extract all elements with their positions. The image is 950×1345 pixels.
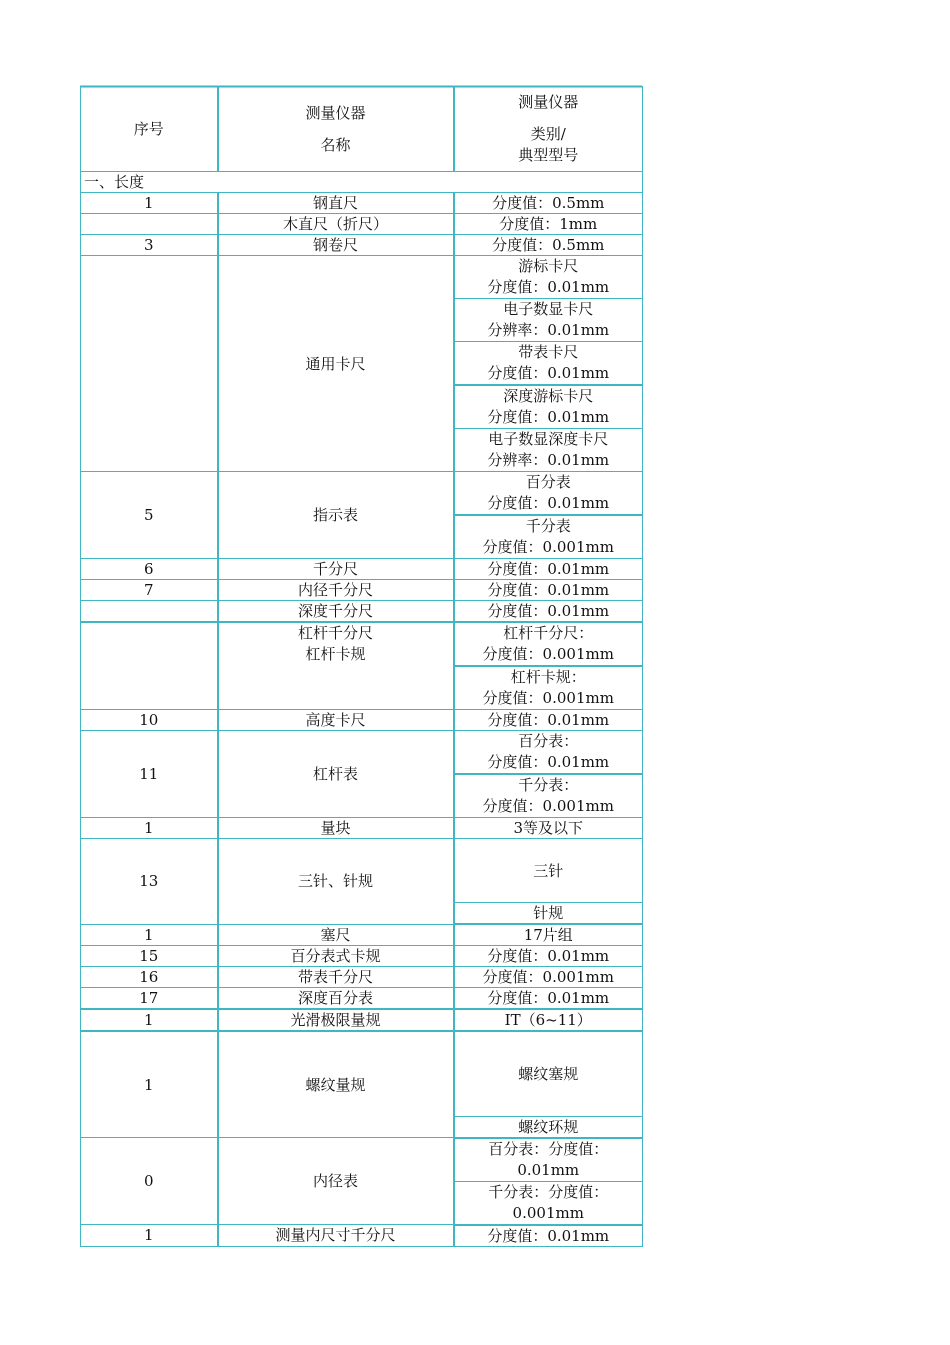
- spec-line: 百分表：分度值：: [488, 1139, 609, 1158]
- spec-line: 分度值：0.001mm: [482, 797, 614, 815]
- cell-spec: 分度值：0.5mm: [454, 235, 643, 256]
- spec-line: 百分表: [525, 473, 571, 491]
- cell-spec: [454, 429, 643, 472]
- cell-name: 指示表: [218, 472, 454, 559]
- section-row: [81, 172, 643, 193]
- section-title: 一、长度: [81, 172, 643, 193]
- table-row: [81, 946, 643, 967]
- header-type-line3: 典型型号: [518, 146, 579, 164]
- cell-name: 杠杆表: [218, 731, 454, 818]
- cell-spec: [454, 1138, 643, 1182]
- cell-name: 木直尺（折尺）: [218, 214, 454, 235]
- cell-name: [218, 622, 454, 710]
- cell-seq: 1: [81, 1225, 218, 1247]
- name-line: 杠杆卡规: [305, 645, 366, 663]
- cell-name: 深度百分表: [218, 988, 454, 1010]
- table-row: [81, 818, 643, 839]
- cell-spec: [454, 256, 643, 299]
- cell-name: 光滑极限量规: [218, 1009, 454, 1031]
- spec-line: 带表卡尺: [518, 343, 579, 361]
- cell-seq: 1: [81, 1031, 218, 1138]
- cell-spec: 分度值：0.01mm: [454, 559, 643, 580]
- cell-seq: [81, 214, 218, 235]
- cell-spec: 针规: [454, 903, 643, 925]
- spec-line: 电子数显深度卡尺: [488, 430, 609, 448]
- table-row: [81, 580, 643, 601]
- cell-spec: [454, 472, 643, 516]
- cell-seq: 10: [81, 710, 218, 731]
- cell-seq: 0: [81, 1138, 218, 1225]
- spec-line: 杠杆卡规：: [510, 668, 586, 686]
- cell-name: 带表千分尺: [218, 967, 454, 988]
- cell-seq: 15: [81, 946, 218, 967]
- table-row: [81, 1009, 643, 1031]
- spec-line: 游标卡尺: [518, 257, 579, 275]
- spec-line: 分辨率：0.01mm: [487, 321, 610, 339]
- spec-line: 分度值：0.001mm: [482, 645, 614, 663]
- cell-name: 量块: [218, 818, 454, 839]
- cell-name: 钢卷尺: [218, 235, 454, 256]
- spec-line: 分度值：0.01mm: [487, 753, 610, 771]
- table-row: [81, 193, 643, 214]
- cell-name: 塞尺: [218, 924, 454, 946]
- spec-line: 千分表: [525, 517, 571, 535]
- spec-line: 0.01mm: [517, 1160, 580, 1179]
- cell-spec: 螺纹塞规: [454, 1031, 643, 1116]
- cell-spec: 分度值：0.01mm: [454, 580, 643, 601]
- cell-spec: 17片组: [454, 924, 643, 946]
- header-name-line2: 名称: [320, 136, 351, 154]
- spec-line: 分度值：0.01mm: [487, 364, 610, 382]
- cell-spec: [454, 342, 643, 386]
- cell-name: 三针、针规: [218, 839, 454, 925]
- table-row: [81, 731, 643, 775]
- cell-spec: [454, 731, 643, 775]
- cell-seq: 7: [81, 580, 218, 601]
- header-name-line1: 测量仪器: [305, 104, 366, 122]
- spec-line: 电子数显卡尺: [503, 300, 594, 318]
- name-line: 杠杆千分尺: [297, 624, 373, 642]
- table-row: [81, 235, 643, 256]
- cell-name: 内径千分尺: [218, 580, 454, 601]
- table-row: [81, 1225, 643, 1247]
- cell-spec: 分度值：0.01mm: [454, 988, 643, 1010]
- cell-spec: [454, 515, 643, 559]
- cell-name: 螺纹量规: [218, 1031, 454, 1138]
- cell-seq: 16: [81, 967, 218, 988]
- table-row: [81, 472, 643, 516]
- cell-seq: [81, 601, 218, 623]
- cell-seq: 17: [81, 988, 218, 1010]
- spec-line: 分度值：0.01mm: [487, 408, 610, 426]
- cell-seq: 5: [81, 472, 218, 559]
- header-row: [81, 87, 643, 172]
- table-row: [81, 924, 643, 946]
- cell-spec: 分度值：1mm: [454, 214, 643, 235]
- table-row: [81, 710, 643, 731]
- cell-spec: 分度值：0.01mm: [454, 710, 643, 731]
- cell-name: 钢直尺: [218, 193, 454, 214]
- table-row: [81, 601, 643, 623]
- cell-name: 千分尺: [218, 559, 454, 580]
- table-row: [81, 967, 643, 988]
- table-row: [81, 1031, 643, 1116]
- cell-seq: 11: [81, 731, 218, 818]
- cell-spec: 分度值：0.01mm: [454, 601, 643, 623]
- spec-line: 分度值：0.001mm: [482, 538, 614, 556]
- cell-spec: IT（6~11）: [454, 1009, 643, 1031]
- table-row: [81, 988, 643, 1010]
- cell-spec: 螺纹环规: [454, 1116, 643, 1138]
- spec-line: 分度值：0.001mm: [482, 689, 614, 707]
- cell-seq: [81, 256, 218, 472]
- table-row: [81, 256, 643, 299]
- cell-seq: 1: [81, 818, 218, 839]
- cell-spec: [454, 666, 643, 710]
- spec-line: 深度游标卡尺: [503, 387, 594, 405]
- instrument-table: [80, 86, 643, 1247]
- header-name: [218, 87, 454, 172]
- cell-spec: [454, 385, 643, 429]
- cell-name: 通用卡尺: [218, 256, 454, 472]
- header-type: [454, 87, 643, 172]
- cell-name: 高度卡尺: [218, 710, 454, 731]
- header-type-line1: 测量仪器: [518, 93, 579, 111]
- cell-spec: [454, 299, 643, 342]
- spec-line: 杠杆千分尺：: [503, 624, 594, 642]
- cell-spec: [454, 622, 643, 666]
- cell-name: 测量内尺寸千分尺: [218, 1225, 454, 1247]
- table-row: [81, 1138, 643, 1182]
- cell-seq: [81, 622, 218, 710]
- cell-spec: 分度值：0.5mm: [454, 193, 643, 214]
- spec-line: 百分表：: [518, 732, 579, 750]
- spec-line: 分辨率：0.01mm: [487, 451, 610, 469]
- cell-name: 内径表: [218, 1138, 454, 1225]
- table-row: [81, 214, 643, 235]
- table-row: [81, 622, 643, 666]
- header-type-line2: 类别/: [530, 125, 566, 143]
- cell-spec: [454, 1181, 643, 1225]
- cell-seq: 13: [81, 839, 218, 925]
- spec-line: 分度值：0.01mm: [487, 494, 610, 512]
- table-row: [81, 839, 643, 903]
- cell-name: 深度千分尺: [218, 601, 454, 623]
- spec-line: 分度值：0.01mm: [487, 278, 610, 296]
- cell-seq: 6: [81, 559, 218, 580]
- cell-name: 百分表式卡规: [218, 946, 454, 967]
- cell-spec: 三针: [454, 839, 643, 903]
- cell-spec: 分度值：0.01mm: [454, 946, 643, 967]
- cell-spec: 3等及以下: [454, 818, 643, 839]
- cell-spec: 分度值：0.01mm: [454, 1225, 643, 1247]
- header-seq: 序号: [81, 87, 218, 172]
- cell-seq: 1: [81, 193, 218, 214]
- cell-seq: 3: [81, 235, 218, 256]
- table-row: [81, 559, 643, 580]
- cell-seq: 1: [81, 924, 218, 946]
- cell-spec: 分度值：0.001mm: [454, 967, 643, 988]
- spec-line: 0.001mm: [512, 1203, 584, 1222]
- cell-seq: 1: [81, 1009, 218, 1031]
- spec-line: 千分表：分度值：: [488, 1182, 609, 1201]
- spec-line: 千分表：: [518, 776, 579, 794]
- spreadsheet: [80, 86, 642, 1247]
- cell-spec: [454, 774, 643, 818]
